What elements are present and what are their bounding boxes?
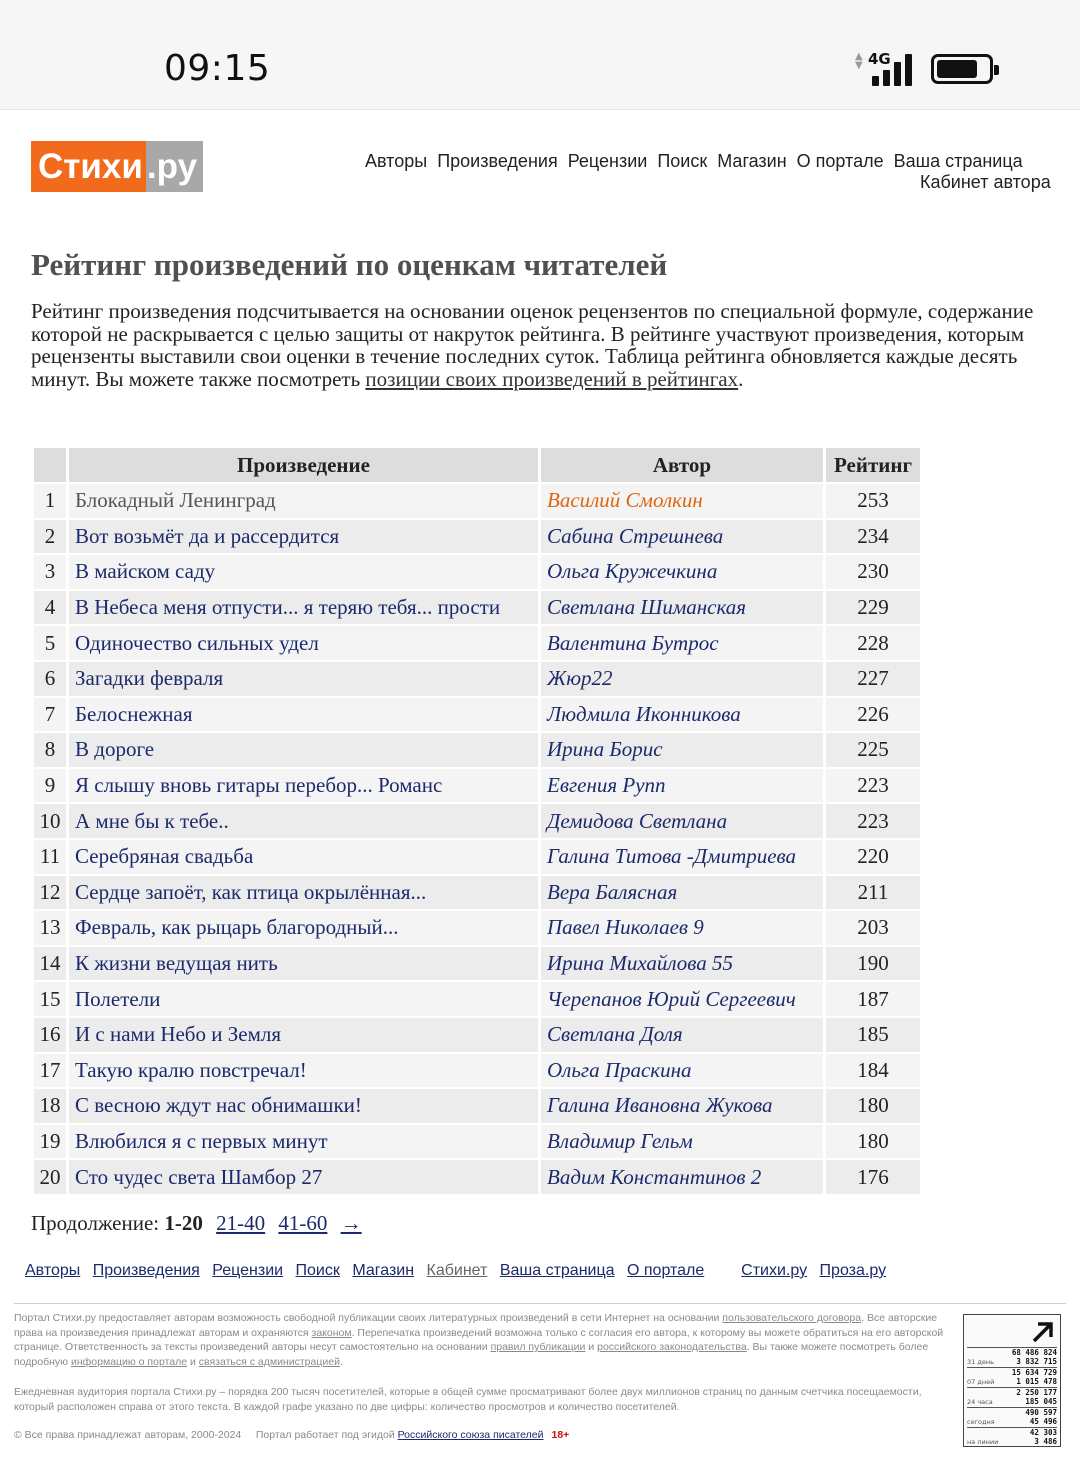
- counter-views: 42 303: [1029, 1428, 1057, 1437]
- footer-link-about[interactable]: О портале: [626, 1262, 705, 1279]
- user-agreement-link[interactable]: пользовательского договора: [722, 1312, 862, 1324]
- author-link[interactable]: Галина Титова -Дмитриева: [541, 840, 823, 874]
- nav-cabinet-link[interactable]: Кабинет автора: [920, 172, 1051, 192]
- author-link[interactable]: Ирина Борис: [541, 733, 823, 767]
- counter-views: 15 634 729: [1011, 1368, 1057, 1377]
- rating-value: 226: [826, 698, 920, 732]
- author-link[interactable]: Галина Ивановна Жукова: [541, 1089, 823, 1123]
- contact-admin-link[interactable]: связаться с администрацией: [198, 1355, 340, 1368]
- counter-label: на линии: [967, 1438, 999, 1446]
- rating-value: 180: [826, 1125, 920, 1159]
- counter-visitors: 1 015 478: [1016, 1376, 1057, 1386]
- table-row: [34, 1089, 920, 1123]
- portal-info-link[interactable]: информацию о портале: [70, 1355, 188, 1368]
- publication-rules-link[interactable]: правил публикации: [490, 1341, 586, 1354]
- copyright-text: © Все права принадлежат авторам, 2000-2024: [14, 1429, 242, 1441]
- author-link[interactable]: Вадим Константинов 2: [541, 1160, 823, 1194]
- counter-row: [967, 1367, 1057, 1387]
- footer-link-reviews[interactable]: Рецензии: [212, 1262, 284, 1279]
- rating-value: 185: [826, 1018, 920, 1052]
- table-row: [34, 804, 920, 838]
- battery-icon: [931, 54, 993, 84]
- counter-visitors: 3 486: [1034, 1436, 1057, 1446]
- counter-views: 490 597: [1025, 1408, 1057, 1417]
- row-rank: 11: [34, 840, 66, 874]
- author-link[interactable]: Валентина Бутрос: [541, 626, 823, 660]
- work-title-link[interactable]: А мне бы к тебе..: [69, 804, 538, 838]
- row-rank: 18: [34, 1089, 66, 1123]
- nav-link-works[interactable]: Произведения: [437, 151, 558, 171]
- counter-visitors: 3 832 715: [1016, 1356, 1057, 1366]
- row-rank: 4: [34, 591, 66, 625]
- counter-views: 2 250 177: [1016, 1388, 1057, 1397]
- rating-table: [31, 446, 923, 1196]
- intro-body: Рейтинг произведения подсчитывается на основании оценок рецензентов по специальной формуле, содержание которой не раскрывается с целью защиты от накруток рейтинга. В рейтинге участвуют произведения, которым рецензенты выставили свои оценки в течение последних суток. Таблица рейтинга обновляется каждые десять минут. Вы можете также посмотреть: [31, 299, 1034, 391]
- author-link[interactable]: Людмила Иконникова: [541, 698, 823, 732]
- author-link[interactable]: Вера Балясная: [541, 876, 823, 910]
- footer-link-shop[interactable]: Магазин: [352, 1262, 415, 1279]
- author-link[interactable]: Сабина Стрешнева: [541, 520, 823, 554]
- logo-part-ru: .ру: [146, 141, 203, 192]
- rating-value: 228: [826, 626, 920, 660]
- legal-text-part: . Вы также можете посмотреть более подробную: [14, 1341, 929, 1368]
- author-link[interactable]: Василий Смолкин: [541, 484, 823, 518]
- table-header-row: [34, 448, 920, 482]
- row-rank: 14: [34, 947, 66, 981]
- copyright-line: [14, 1428, 959, 1443]
- work-title-link[interactable]: Такую кралю повстречал!: [69, 1054, 538, 1088]
- counter-arrow-icon: [1030, 1319, 1056, 1345]
- row-rank: 20: [34, 1160, 66, 1194]
- row-rank: 16: [34, 1018, 66, 1052]
- work-title-link[interactable]: Блокадный Ленинград: [69, 484, 538, 518]
- signal-bar: [894, 62, 901, 86]
- rating-value: 225: [826, 733, 920, 767]
- law-link[interactable]: законом: [311, 1326, 352, 1339]
- signal-bar: [883, 70, 890, 86]
- counter-label: 07 дней: [967, 1378, 995, 1386]
- counter-views: 68 486 824: [1011, 1348, 1057, 1357]
- table-row: [34, 769, 920, 803]
- nav-link-reviews[interactable]: Рецензии: [567, 151, 648, 171]
- rating-value: 230: [826, 555, 920, 589]
- counter-row: [967, 1427, 1057, 1447]
- rating-value: 227: [826, 662, 920, 696]
- table-row: [34, 555, 920, 589]
- author-link[interactable]: Черепанов Юрий Сергеевич: [541, 982, 823, 1016]
- counter-label: 24 часа: [967, 1398, 993, 1406]
- legal-text: [14, 1311, 959, 1369]
- age-rating-badge: 18+: [551, 1429, 570, 1441]
- table-row: [34, 876, 920, 910]
- work-title-link[interactable]: Влюбился я с первых минут: [69, 1125, 538, 1159]
- rating-value: 187: [826, 982, 920, 1016]
- work-title-link[interactable]: И с нами Небо и Земля: [69, 1018, 538, 1052]
- table-row: [34, 840, 920, 874]
- counter-values: [1025, 1409, 1057, 1426]
- counter-visitors: 45 496: [1029, 1416, 1057, 1426]
- row-rank: 5: [34, 626, 66, 660]
- footer-link-works[interactable]: Произведения: [92, 1262, 200, 1279]
- author-link[interactable]: Светлана Шиманская: [541, 591, 823, 625]
- row-rank: 8: [34, 733, 66, 767]
- table-row: [34, 947, 920, 981]
- rating-value: 253: [826, 484, 920, 518]
- table-row: [34, 1125, 920, 1159]
- counter-values: [1016, 1389, 1057, 1406]
- rating-value: 176: [826, 1160, 920, 1194]
- author-link[interactable]: Ольга Праскина: [541, 1054, 823, 1088]
- work-title-link[interactable]: Вот возьмёт да и рассердится: [69, 520, 538, 554]
- counter-row: [967, 1407, 1057, 1427]
- counter-values: [1012, 1349, 1057, 1366]
- my-works-rating-link[interactable]: позиции своих произведений в рейтингах: [365, 366, 739, 391]
- status-time: 09:15: [164, 48, 271, 89]
- row-rank: 19: [34, 1125, 66, 1159]
- intro-end: .: [738, 366, 744, 391]
- rating-value: 223: [826, 769, 920, 803]
- pagination-link-41-60[interactable]: 41-60: [278, 1211, 328, 1235]
- battery-level: [937, 60, 977, 78]
- visit-counter[interactable]: [963, 1314, 1061, 1447]
- author-link[interactable]: Евгения Рупп: [541, 769, 823, 803]
- footer-link-your-page[interactable]: Ваша страница: [499, 1262, 615, 1279]
- status-bar: [0, 0, 1080, 110]
- data-arrows-icon: ▲ ▼: [855, 51, 863, 71]
- battery-tip: [994, 65, 999, 75]
- legal-text-part: Портал Стихи.ру предоставляет авторам возможность свободной публикации своих литературных произведений в сети Интернет на основании: [14, 1312, 723, 1324]
- nav-link-shop[interactable]: Магазин: [717, 151, 787, 171]
- counter-row: [967, 1387, 1057, 1407]
- legal-text-part: . Перепечатка произведений возможна только с согласия его автора, к которому вы можете обратиться на его авторской странице. Ответственность за тексты произведений авторы несут самостоятельно на основании: [14, 1326, 944, 1354]
- footer-link-search[interactable]: Поиск: [295, 1262, 340, 1279]
- row-rank: 15: [34, 982, 66, 1016]
- signal-bar: [905, 54, 912, 86]
- author-link[interactable]: Владимир Гельм: [541, 1125, 823, 1159]
- rating-value: 180: [826, 1089, 920, 1123]
- russian-law-link[interactable]: российского законодательства: [597, 1341, 747, 1354]
- table-row: [34, 911, 920, 945]
- table-row: [34, 733, 920, 767]
- pagination-current: 1-20: [164, 1211, 203, 1235]
- table-row: [34, 662, 920, 696]
- work-title-link[interactable]: В дороге: [69, 733, 538, 767]
- row-rank: 12: [34, 876, 66, 910]
- pagination: [31, 1211, 370, 1236]
- table-row: [34, 484, 920, 518]
- rating-table-body: [34, 484, 920, 1194]
- legal-text-part: и: [585, 1341, 598, 1354]
- work-title-link[interactable]: Загадки февраля: [69, 662, 538, 696]
- row-rank: 10: [34, 804, 66, 838]
- writers-union-link[interactable]: Российского союза писателей: [397, 1429, 544, 1441]
- work-title-link[interactable]: Сто чудес света Шамбор 27: [69, 1160, 538, 1194]
- author-link[interactable]: Демидова Светлана: [541, 804, 823, 838]
- work-title-link[interactable]: Сердце запоёт, как птица окрылённая...: [69, 876, 538, 910]
- signal-bar: [872, 76, 879, 86]
- page-title: Рейтинг произведений по оценкам читателей: [31, 247, 668, 282]
- counter-row: [967, 1347, 1057, 1367]
- table-row: [34, 591, 920, 625]
- author-link[interactable]: Ольга Кружечкина: [541, 555, 823, 589]
- column-header-author: Автор: [541, 448, 823, 482]
- footer-divider: [14, 1303, 1066, 1304]
- top-nav-row: [365, 151, 1033, 172]
- intro-text: [31, 300, 1041, 390]
- pagination-label: Продолжение:: [31, 1211, 160, 1235]
- author-link[interactable]: Светлана Доля: [541, 1018, 823, 1052]
- footer-link-authors[interactable]: Авторы: [25, 1262, 81, 1279]
- row-rank: 17: [34, 1054, 66, 1088]
- row-rank: 13: [34, 911, 66, 945]
- row-rank: 1: [34, 484, 66, 518]
- nav-link-about[interactable]: О портале: [796, 151, 884, 171]
- work-title-link[interactable]: В Небеса меня отпусти... я теряю тебя... прости: [69, 591, 538, 625]
- nav-link-search[interactable]: Поиск: [657, 151, 708, 171]
- work-title-link[interactable]: В майском саду: [69, 555, 538, 589]
- footer-link-cabinet[interactable]: Кабинет: [426, 1262, 488, 1279]
- counter-visitors: 185 045: [1025, 1396, 1057, 1406]
- row-rank: 7: [34, 698, 66, 732]
- work-title-link[interactable]: Полетели: [69, 982, 538, 1016]
- counter-label: 31 день: [967, 1358, 994, 1366]
- rating-value: 229: [826, 591, 920, 625]
- footer-link-stihi[interactable]: Стихи.ру: [741, 1262, 808, 1279]
- author-link[interactable]: Ирина Михайлова 55: [541, 947, 823, 981]
- pagination-link-21-40[interactable]: 21-40: [216, 1211, 266, 1235]
- table-row: [34, 520, 920, 554]
- network-signal-icon: [855, 50, 917, 86]
- audience-text: Ежедневная аудитория портала Стихи.ру – порядка 200 тысяч посетителей, которые в общей сумме просматривают более двух миллионов страниц по данным счетчика посещаемости, который расположен справа от этого текста. В каждой графе указано по две цифры: количество просмотров и количество посетителей.: [14, 1386, 922, 1413]
- legal-text-part: . Все авторские права на произведения принадлежат авторам и охраняются: [14, 1312, 938, 1339]
- nav-link-authors[interactable]: Авторы: [365, 151, 428, 171]
- table-row: [34, 626, 920, 660]
- work-title-link[interactable]: Серебряная свадьба: [69, 840, 538, 874]
- rating-value: 220: [826, 840, 920, 874]
- legal-text-part: и: [187, 1355, 199, 1368]
- footer-link-proza[interactable]: Проза.ру: [819, 1262, 887, 1279]
- rating-value: 234: [826, 520, 920, 554]
- row-rank: 9: [34, 769, 66, 803]
- counter-values: [1012, 1369, 1057, 1386]
- logo-part-stihi: Стихи: [31, 141, 146, 192]
- site-logo[interactable]: [31, 141, 203, 192]
- rating-value: 223: [826, 804, 920, 838]
- work-title-link[interactable]: Я слышу вновь гитары перебор... Романс: [69, 769, 538, 803]
- table-row: [34, 1160, 920, 1194]
- table-row: [34, 1018, 920, 1052]
- work-title-link[interactable]: Февраль, как рыцарь благородный...: [69, 911, 538, 945]
- row-rank: 3: [34, 555, 66, 589]
- counter-label: сегодня: [967, 1418, 995, 1426]
- rating-value: 211: [826, 876, 920, 910]
- work-title-link[interactable]: С весною ждут нас обнимашки!: [69, 1089, 538, 1123]
- pagination-next-arrow[interactable]: →: [340, 1211, 362, 1235]
- table-row: [34, 1054, 920, 1088]
- table-row: [34, 982, 920, 1016]
- column-header-work: Произведение: [69, 448, 538, 482]
- rating-value: 184: [826, 1054, 920, 1088]
- work-title-link[interactable]: Белоснежная: [69, 698, 538, 732]
- footer-navigation: [25, 1262, 894, 1280]
- work-title-link[interactable]: Одиночество сильных удел: [69, 626, 538, 660]
- author-link[interactable]: Жюр22: [541, 662, 823, 696]
- author-link[interactable]: Павел Николаев 9: [541, 911, 823, 945]
- legal-text-part: .: [339, 1355, 343, 1368]
- column-header-number: [34, 448, 66, 482]
- rating-value: 190: [826, 947, 920, 981]
- work-title-link[interactable]: К жизни ведущая нить: [69, 947, 538, 981]
- row-rank: 2: [34, 520, 66, 554]
- nav-link-your-page[interactable]: Ваша страница: [893, 151, 1023, 171]
- table-row: [34, 698, 920, 732]
- rating-value: 203: [826, 911, 920, 945]
- counter-values: [1030, 1429, 1057, 1446]
- aegis-text: Портал работает под эгидой: [255, 1429, 398, 1441]
- network-type: 4G: [868, 50, 891, 68]
- row-rank: 6: [34, 662, 66, 696]
- column-header-rating: Рейтинг: [826, 448, 920, 482]
